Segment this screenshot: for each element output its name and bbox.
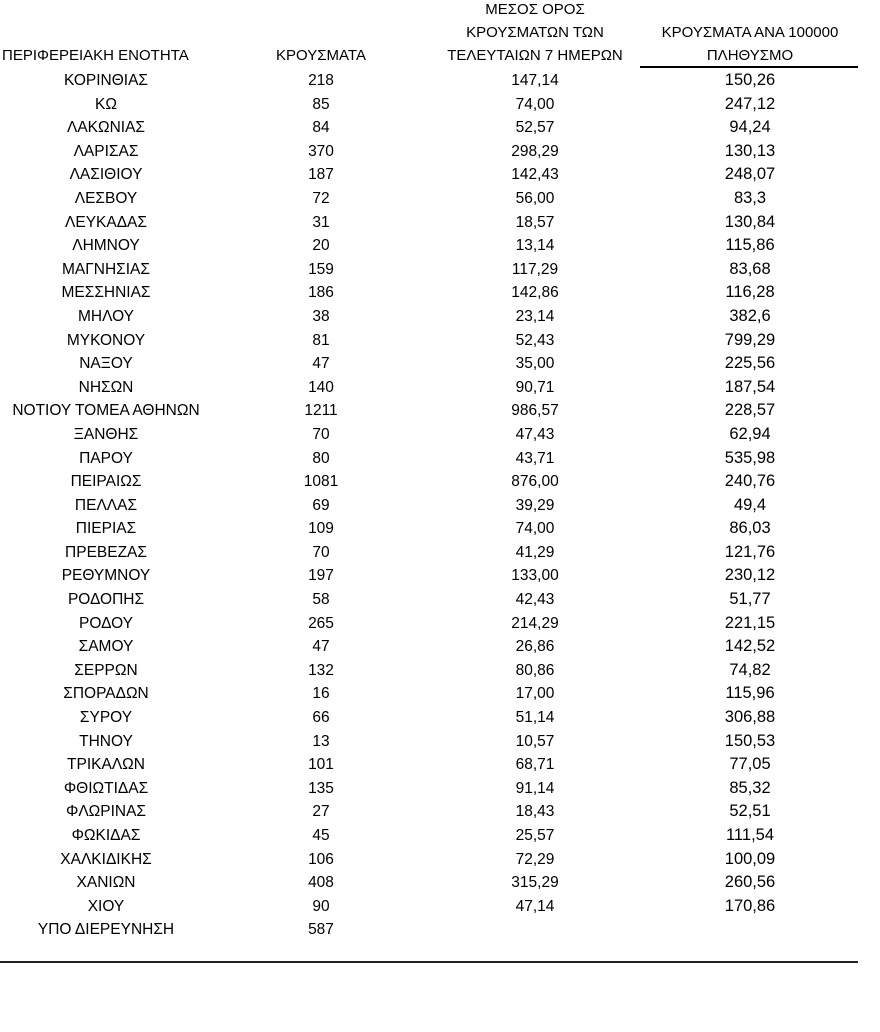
cell-per100k: 130,13 <box>724 141 776 160</box>
cell-per100k: 121,76 <box>724 542 776 561</box>
cell-per100k: 306,88 <box>724 708 776 727</box>
cell-cases: 81 <box>312 331 330 349</box>
cell-per100k: 62,94 <box>729 424 771 443</box>
cell-per100k: 228,57 <box>724 401 776 420</box>
cell-region: ΜΗΛΟΥ <box>77 307 135 325</box>
cell-avg7: 91,14 <box>515 779 555 797</box>
cell-per100k: 100,09 <box>724 849 776 868</box>
cell-cases: 20 <box>312 237 330 255</box>
cell-region: ΚΩ <box>95 95 117 113</box>
cell-region: ΣΠΟΡΑΔΩΝ <box>63 685 149 703</box>
cell-per100k: 111,54 <box>725 826 775 844</box>
table-row <box>0 305 880 329</box>
cell-cases: 101 <box>308 756 334 774</box>
table-row <box>0 541 880 565</box>
cell-avg7: 52,57 <box>515 119 555 137</box>
table-row <box>0 163 880 187</box>
cell-region: ΠΑΡΟΥ <box>79 449 133 467</box>
cell-cases: 1081 <box>303 473 339 491</box>
cell-region: ΝΗΣΩΝ <box>78 378 134 396</box>
cell-cases: 80 <box>312 449 330 467</box>
cell-avg7: 26,86 <box>515 638 555 656</box>
table-bottom-divider <box>0 961 858 963</box>
cell-avg7: 56,00 <box>515 189 555 207</box>
cell-region: ΜΑΓΝΗΣΙΑΣ <box>62 260 150 278</box>
table-row <box>0 564 880 588</box>
cell-per100k: 230,12 <box>724 566 776 585</box>
cell-avg7: 42,43 <box>515 591 555 609</box>
cell-region: ΦΘΙΩΤΙΔΑΣ <box>63 779 149 797</box>
table-row <box>0 517 880 541</box>
header-region: ΠΕΡΙΦΕΡΕΙΑΚΗ ΕΝΟΤΗΤΑ <box>2 47 189 64</box>
table-row <box>0 918 880 942</box>
cell-avg7: 72,29 <box>515 850 555 868</box>
cell-cases: 13 <box>312 732 330 750</box>
cell-avg7: 43,71 <box>515 449 555 467</box>
cell-cases: 106 <box>308 850 334 868</box>
table-row <box>0 399 880 423</box>
cell-avg7: 41,29 <box>515 543 555 561</box>
cell-region: ΧΑΝΙΩΝ <box>76 874 136 892</box>
cell-cases: 47 <box>312 638 330 656</box>
header-per100k-line2: ΠΛΗΘΥΣΜΟ <box>706 47 794 64</box>
table-row <box>0 281 880 305</box>
table-row <box>0 800 880 824</box>
cell-avg7: 47,43 <box>515 425 555 443</box>
table-row <box>0 258 880 282</box>
cell-avg7: 214,29 <box>511 614 559 632</box>
table-row <box>0 352 880 376</box>
cell-avg7: 117,29 <box>511 260 559 278</box>
cell-cases: 135 <box>308 779 334 797</box>
table-row <box>0 69 880 93</box>
cell-region: ΣΥΡΟΥ <box>79 709 133 727</box>
cell-cases: 132 <box>308 661 334 679</box>
cell-avg7: 17,00 <box>515 685 555 703</box>
table-row <box>0 659 880 683</box>
cell-avg7: 13,14 <box>515 237 555 255</box>
cell-cases: 31 <box>312 213 330 231</box>
cell-per100k: 187,54 <box>724 377 776 396</box>
header-avg7-line3: ΤΕΛΕΥΤΑΙΩΝ 7 ΗΜΕΡΩΝ <box>447 47 623 64</box>
cell-region: ΦΩΚΙΔΑΣ <box>71 827 141 844</box>
cell-per100k: 94,24 <box>729 118 771 137</box>
cell-avg7: 18,43 <box>515 803 555 821</box>
cell-avg7: 39,29 <box>515 496 555 514</box>
cell-per100k: 74,82 <box>729 660 771 679</box>
cell-avg7: 74,00 <box>515 520 555 538</box>
cell-cases: 265 <box>308 614 334 632</box>
cell-region: ΝΑΞΟΥ <box>79 355 133 373</box>
cell-avg7: 51,14 <box>515 709 555 727</box>
cell-cases: 38 <box>312 307 330 325</box>
table-row <box>0 494 880 518</box>
header-avg7-line1: ΜΕΣΟΣ ΟΡΟΣ <box>485 1 585 18</box>
cell-cases: 16 <box>312 685 330 703</box>
cell-per100k: 150,53 <box>724 731 776 750</box>
cell-cases: 45 <box>312 827 330 844</box>
cell-cases: 186 <box>308 284 334 302</box>
table-body <box>0 69 880 942</box>
table-row <box>0 848 880 872</box>
cell-per100k: 130,84 <box>724 212 776 231</box>
cell-region: ΣΑΜΟΥ <box>78 638 134 656</box>
table-row <box>0 187 880 211</box>
cell-cases: 66 <box>312 709 330 727</box>
cell-region: ΚΟΡΙΝΘΙΑΣ <box>63 72 149 89</box>
cell-avg7: 23,14 <box>515 307 555 325</box>
cell-avg7: 52,43 <box>515 331 555 349</box>
cell-cases: 109 <box>308 520 334 538</box>
cell-cases: 84 <box>312 119 330 137</box>
cell-region: ΛΑΡΙΣΑΣ <box>73 142 139 160</box>
header-avg7 <box>430 0 640 67</box>
cell-avg7: 142,86 <box>511 284 559 302</box>
cell-cases: 69 <box>312 496 330 514</box>
cell-cases: 159 <box>308 260 334 278</box>
cell-region: ΠΕΙΡΑΙΩΣ <box>70 473 142 491</box>
table-row <box>0 635 880 659</box>
cell-cases: 27 <box>312 803 330 821</box>
cell-region: ΠΙΕΡΙΑΣ <box>75 520 137 538</box>
cell-avg7: 25,57 <box>515 827 555 844</box>
cell-region: ΜΕΣΣΗΝΙΑΣ <box>61 284 151 302</box>
header-avg7-line2: ΚΡΟΥΣΜΑΤΩΝ ΤΩΝ <box>466 24 604 41</box>
cell-per100k: 77,05 <box>729 755 771 774</box>
cell-region: ΜΥΚΟΝΟΥ <box>66 331 146 349</box>
cell-region: ΧΑΛΚΙΔΙΚΗΣ <box>60 850 152 868</box>
cell-avg7: 74,00 <box>515 95 555 113</box>
cell-cases: 218 <box>308 72 334 89</box>
cell-cases: 90 <box>312 897 330 915</box>
cell-region: ΠΕΛΛΑΣ <box>74 496 138 514</box>
table-row <box>0 824 880 848</box>
cell-per100k: 225,56 <box>724 354 776 373</box>
cell-avg7: 142,43 <box>511 166 559 184</box>
cell-cases: 187 <box>308 166 334 184</box>
cell-region: ΣΕΡΡΩΝ <box>74 661 138 679</box>
cell-region: ΛΕΥΚΑΔΑΣ <box>65 213 147 231</box>
cell-per100k: 150,26 <box>724 71 776 89</box>
cell-per100k: 170,86 <box>724 896 776 915</box>
cell-region: ΛΑΣΙΘΙΟΥ <box>69 166 143 184</box>
cell-per100k: 260,56 <box>724 873 776 892</box>
cell-avg7: 147,14 <box>511 72 559 89</box>
table-row <box>0 588 880 612</box>
cell-cases: 408 <box>308 874 334 892</box>
cell-cases: 140 <box>308 378 334 396</box>
cell-region: ΡΟΔΟΠΗΣ <box>67 591 145 609</box>
cell-region: ΤΡΙΚΑΛΩΝ <box>67 756 145 774</box>
cell-region: ΞΑΝΘΗΣ <box>73 425 139 443</box>
cell-cases: 1211 <box>304 402 338 420</box>
table-row <box>0 329 880 353</box>
cell-per100k: 49,4 <box>733 495 767 514</box>
table-row <box>0 895 880 919</box>
cell-per100k: 115,86 <box>725 236 775 255</box>
cell-region: ΝΟΤΙΟΥ ΤΟΜΕΑ ΑΘΗΝΩΝ <box>12 402 200 420</box>
cell-avg7: 80,86 <box>515 661 555 679</box>
table-row <box>0 376 880 400</box>
cell-cases: 370 <box>308 142 334 160</box>
cell-per100k: 799,29 <box>724 330 776 349</box>
table-row <box>0 753 880 777</box>
table-row <box>0 706 880 730</box>
table-row <box>0 234 880 258</box>
header-cases: ΚΡΟΥΣΜΑΤΑ <box>276 47 366 64</box>
cell-avg7: 10,57 <box>515 732 555 750</box>
cell-cases: 70 <box>312 543 330 561</box>
cell-region: ΦΛΩΡΙΝΑΣ <box>65 803 147 821</box>
table-row <box>0 423 880 447</box>
cell-region: ΡΕΘΥΜΝΟΥ <box>61 567 151 585</box>
cell-per100k: 83,3 <box>733 188 767 207</box>
table-row <box>0 777 880 801</box>
cell-cases: 197 <box>308 567 334 585</box>
cell-per100k: 51,77 <box>729 590 771 609</box>
table-row <box>0 730 880 754</box>
cell-per100k: 535,98 <box>724 448 776 467</box>
table-row <box>0 116 880 140</box>
cell-avg7: 298,29 <box>511 142 559 160</box>
table-row <box>0 140 880 164</box>
cell-per100k: 240,76 <box>724 472 776 491</box>
cell-per100k: 115,96 <box>725 684 775 703</box>
table-row <box>0 211 880 235</box>
cell-cases: 58 <box>312 591 330 609</box>
cell-avg7: 47,14 <box>515 897 555 915</box>
cell-region: ΛΕΣΒΟΥ <box>74 189 138 207</box>
cell-per100k: 248,07 <box>724 165 776 184</box>
cell-per100k: 86,03 <box>729 519 771 538</box>
cell-region: ΧΙΟΥ <box>87 897 125 915</box>
cell-cases: 72 <box>312 189 330 207</box>
cell-cases: 587 <box>308 921 334 939</box>
cell-cases: 85 <box>312 95 330 113</box>
table-row <box>0 682 880 706</box>
table-row <box>0 93 880 117</box>
table-row <box>0 447 880 471</box>
cell-per100k: 221,15 <box>724 613 776 632</box>
header-underline <box>640 66 858 68</box>
cell-per100k: 85,32 <box>729 778 771 797</box>
cell-region: ΥΠΟ ΔΙΕΡΕΥΝΗΣΗ <box>37 921 175 939</box>
table-row <box>0 470 880 494</box>
cell-avg7: 133,00 <box>511 567 559 585</box>
cell-per100k: 247,12 <box>724 94 776 113</box>
cell-region: ΡΟΔΟΥ <box>79 614 133 632</box>
header-per100k-line1: ΚΡΟΥΣΜΑΤΑ ΑΝΑ 100000 <box>661 24 839 41</box>
cell-avg7: 18,57 <box>515 213 555 231</box>
table-row <box>0 871 880 895</box>
cell-per100k: 382,6 <box>729 306 771 325</box>
table-row <box>0 612 880 636</box>
header-per100k <box>640 21 860 67</box>
cell-region: ΛΑΚΩΝΙΑΣ <box>66 119 146 137</box>
cell-per100k: 52,51 <box>729 802 771 821</box>
cell-region: ΛΗΜΝΟΥ <box>72 237 140 255</box>
cell-region: ΠΡΕΒΕΖΑΣ <box>65 543 147 561</box>
cell-avg7: 68,71 <box>515 756 555 774</box>
cell-avg7: 986,57 <box>511 402 559 420</box>
cell-per100k: 142,52 <box>724 637 776 656</box>
cell-avg7: 90,71 <box>515 378 555 396</box>
cell-avg7: 35,00 <box>515 355 555 373</box>
cell-cases: 70 <box>312 425 330 443</box>
cell-per100k: 83,68 <box>729 259 771 278</box>
cell-avg7: 876,00 <box>511 473 559 491</box>
cell-region: ΤΗΝΟΥ <box>79 732 133 750</box>
cell-cases: 47 <box>312 355 330 373</box>
cell-per100k: 116,28 <box>725 283 775 302</box>
cell-avg7: 315,29 <box>511 874 559 892</box>
